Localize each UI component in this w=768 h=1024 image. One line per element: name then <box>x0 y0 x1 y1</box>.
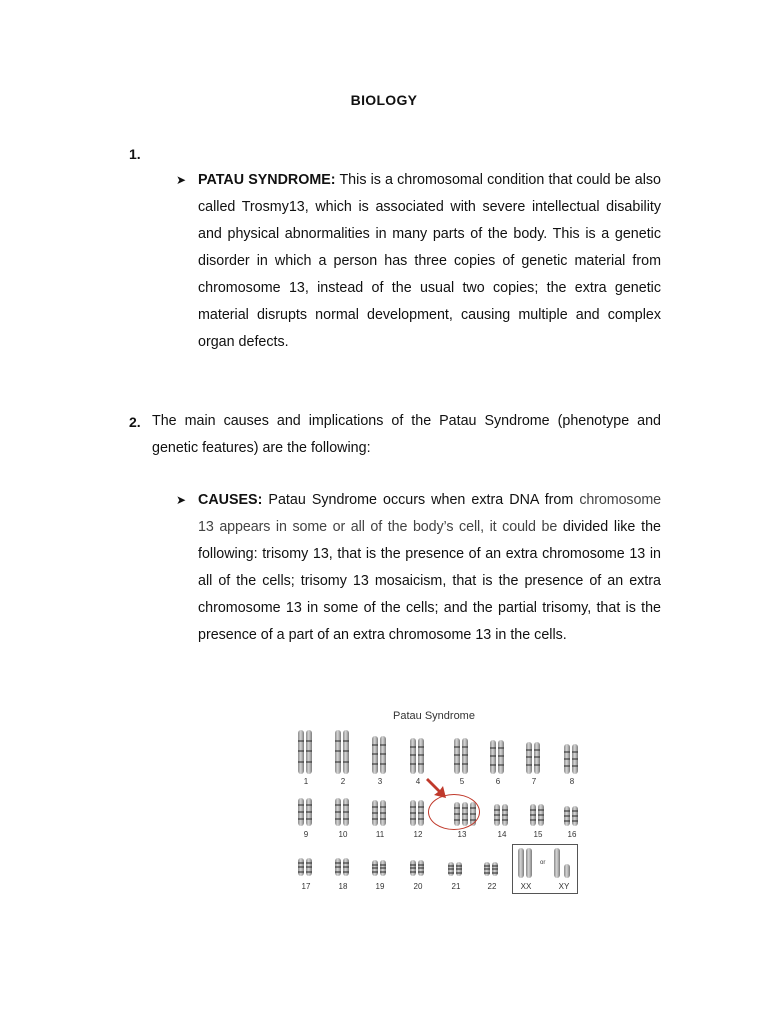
chromosome <box>372 860 378 876</box>
chromosome <box>335 798 341 826</box>
chromosome <box>498 740 504 774</box>
section-2-text-c: divided like the following: trisomy 13, that is the presence of an extra chromosome 13 in all of the cells; trisomy 13 mosaicism, that is the presence of an extra chromosome 13 in some of the cells; and the partial trisomy, that is the presence of a part of an extra chromosome 13 in the cells. <box>198 519 661 643</box>
chromosome-label: 2 <box>340 777 346 786</box>
chromosome-label: 6 <box>495 777 501 786</box>
or-label: or <box>540 860 546 866</box>
chromosome-label: 1 <box>303 777 309 786</box>
chromosome-label: 7 <box>531 777 537 786</box>
chromosome <box>572 744 578 774</box>
chromosome <box>343 858 349 876</box>
chromosome-label: 22 <box>487 882 497 891</box>
chromosome-label: XX <box>520 882 532 891</box>
chromosome-label: 9 <box>303 830 309 839</box>
chromosome <box>306 798 312 826</box>
section-1-number: 1. <box>129 146 141 162</box>
karyotype-figure <box>284 706 584 898</box>
chromosome-label: 11 <box>375 830 385 839</box>
chromosome <box>564 744 570 774</box>
chromosome-label: 3 <box>377 777 383 786</box>
section-2-bullet-title: CAUSES: <box>198 492 263 508</box>
page-title: BIOLOGY <box>350 92 418 108</box>
bullet-arrow-icon: ➤ <box>176 173 187 187</box>
chromosome-label: 8 <box>569 777 575 786</box>
section-2-text-a: Patau Syndrome occurs when extra DNA from <box>268 492 574 508</box>
section-1-text: This is a chromosomal condition that could be also called Trosmy13, which is associated with severe intellectual disability and physical abnormalities in many parts of the body. This is a genetic disorder in which a person has three copies of genetic material from chromosome 13, instead of the usual two copies; the extra genetic material disrupts normal development, causing multiple and complex organ defects. <box>198 172 661 350</box>
section-2-text-b: chromosome 13 appears in some or all of the body’s cell, it could be <box>198 492 661 535</box>
chromosome-label: 19 <box>375 882 385 891</box>
chromosome <box>518 848 524 878</box>
chromosome <box>534 742 540 774</box>
chromosome <box>335 730 341 774</box>
chromosome <box>372 736 378 774</box>
chromosome <box>298 730 304 774</box>
chromosome <box>372 800 378 826</box>
section-2-number: 2. <box>129 414 141 430</box>
chromosome <box>502 804 508 826</box>
chromosome-label: 13 <box>457 830 467 839</box>
chromosome <box>410 800 416 826</box>
chromosome <box>526 848 532 878</box>
chromosome <box>456 862 462 876</box>
chromosome <box>462 738 468 774</box>
red-arrow-icon <box>424 774 454 804</box>
chromosome <box>554 848 560 878</box>
chromosome <box>526 742 532 774</box>
chromosome <box>298 858 304 876</box>
chromosome <box>380 736 386 774</box>
chromosome-label: 21 <box>451 882 461 891</box>
chromosome <box>454 738 460 774</box>
chromosome <box>484 862 490 876</box>
chromosome <box>306 858 312 876</box>
chromosome <box>492 862 498 876</box>
chromosome-label: 5 <box>459 777 465 786</box>
chromosome <box>335 858 341 876</box>
chromosome <box>564 864 570 878</box>
chromosome-label: 14 <box>497 830 507 839</box>
chromosome <box>380 800 386 826</box>
chromosome <box>343 798 349 826</box>
chromosome <box>494 804 500 826</box>
chromosome <box>418 860 424 876</box>
chromosome <box>564 806 570 826</box>
chromosome-label: 4 <box>415 777 421 786</box>
chromosome-label: 15 <box>533 830 543 839</box>
chromosome-label: 10 <box>338 830 348 839</box>
chromosome <box>418 738 424 774</box>
chromosome <box>448 862 454 876</box>
section-2-intro: The main causes and implications of the Patau Syndrome (phenotype and genetic features) are the following: <box>152 413 661 456</box>
chromosome <box>380 860 386 876</box>
chromosome-label: 17 <box>301 882 311 891</box>
chromosome <box>410 860 416 876</box>
chromosome <box>306 730 312 774</box>
chromosome <box>343 730 349 774</box>
chromosome <box>538 804 544 826</box>
chromosome-label: 12 <box>413 830 423 839</box>
section-2-paragraph <box>198 487 661 649</box>
chromosome <box>410 738 416 774</box>
chromosome <box>572 806 578 826</box>
chromosome-label: 20 <box>413 882 423 891</box>
bullet-arrow-icon: ➤ <box>176 493 187 507</box>
chromosome-label: 16 <box>567 830 577 839</box>
figure-title: Patau Syndrome <box>393 710 475 722</box>
chromosome <box>298 798 304 826</box>
section-1-paragraph <box>198 167 661 356</box>
chromosome <box>490 740 496 774</box>
chromosome-label: XY <box>558 882 570 891</box>
chromosome-label: 18 <box>338 882 348 891</box>
section-1-bullet-title: PATAU SYNDROME: <box>198 172 336 188</box>
chromosome <box>530 804 536 826</box>
